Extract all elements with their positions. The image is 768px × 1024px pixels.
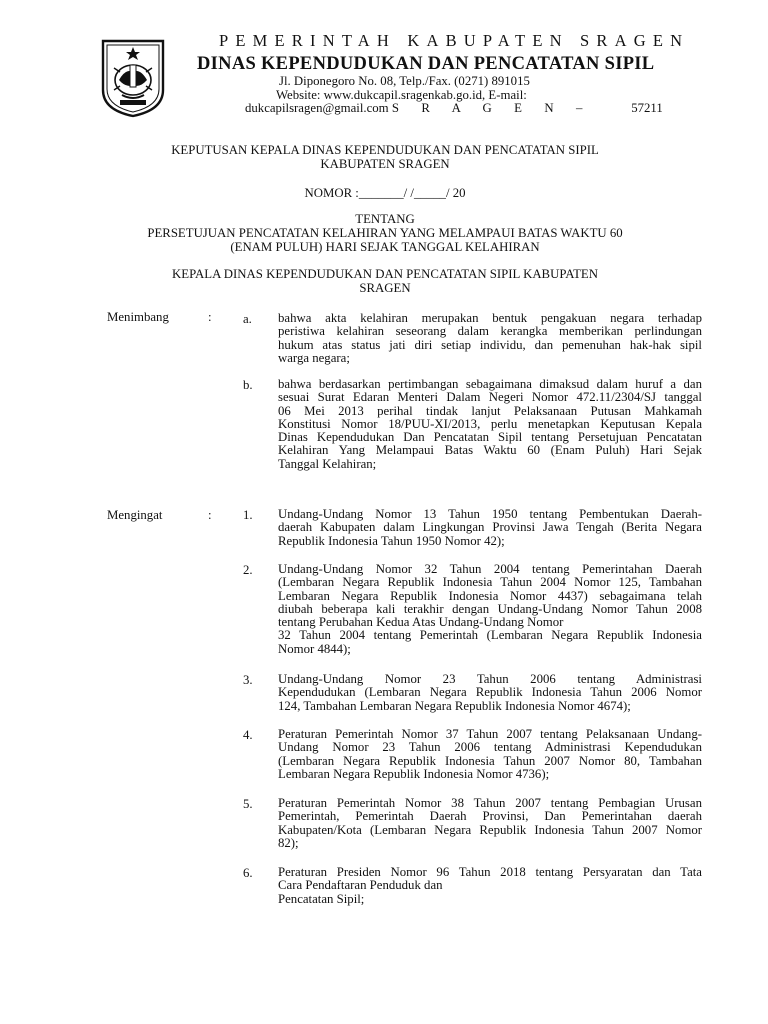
paragraph-line: Dinas Kependudukan Dan Pencatatan Sipil tentang Persetujuan Pencatatan: [278, 430, 702, 445]
agency-email-line: [245, 101, 663, 116]
paragraph-line: sesuai Surat Edaran Menteri Dalam Negeri Nomor 472.11/2304/SJ tanggal: [278, 390, 702, 405]
tentang-label: TENTANG: [355, 212, 415, 226]
legal-basis-paragraph: [278, 673, 702, 713]
consideration-paragraph: [278, 312, 702, 365]
item-number: 4.: [243, 728, 253, 742]
paragraph-line: hukum atas status jati diri setiap individu, dan pemenuhan hak-hak sipil: [278, 337, 702, 352]
legal-basis-paragraph: [278, 866, 702, 906]
decree-subject: [100, 212, 670, 254]
paragraph-line: warga negara;: [278, 350, 350, 365]
paragraph-line: Undang-Undang Nomor 13 Tahun 1950 tentang Pembentukan Daerah-: [278, 507, 702, 521]
postal-code: 57211: [631, 101, 663, 115]
agency-address: Jl. Diponegoro No. 08, Telp./Fax. (0271) 891015: [279, 74, 530, 88]
paragraph-line: tentang Perubahan Kedua Atas Undang-Undang Nomor: [278, 615, 564, 630]
issuer-line: KEPALA DINAS KEPENDUDUKAN DAN PENCATATAN SIPIL KABUPATEN: [172, 267, 598, 281]
legal-basis-paragraph: [278, 563, 702, 656]
paragraph-line: 82);: [278, 835, 299, 850]
item-number: 3.: [243, 673, 253, 687]
legal-basis-paragraph: [278, 728, 702, 781]
paragraph-line: daerah Kabupaten dalam Lingkungan Provinsi Jawa Tengah (Berita Negara: [278, 520, 702, 535]
paragraph-line: Lembaran Negara Republik Indonesia Nomor 4736);: [278, 766, 550, 781]
issuer-title: [100, 267, 670, 295]
city-name: S R A G E N –: [391, 101, 593, 115]
paragraph-line: bahwa berdasarkan pertimbangan sebagaimana dimaksud dalam huruf a dan: [278, 377, 702, 391]
paragraph-line: Pemerintah, Pemerintah Daerah Provinsi, Dan Pemerintahan daerah: [278, 809, 702, 824]
consideration-paragraph: [278, 378, 702, 471]
paragraph-line: Kelahiran Yang Melampaui Batas Waktu 60 (Enam Puluh) Hari Sejak: [278, 443, 702, 458]
item-number: b.: [243, 378, 253, 392]
paragraph-line: Konstitusi Nomor 18/PUU-XI/2013, perlu menetapkan Keputusan Kepala: [278, 416, 702, 431]
paragraph-line: Peraturan Pemerintah Nomor 37 Tahun 2007 tentang Pelaksanaan Undang-: [278, 727, 702, 741]
paragraph-line: Nomor 4844);: [278, 641, 351, 656]
paragraph-line: Kependudukan (Lembaran Negara Republik Indonesia Tahun 2006 Nomor: [278, 685, 702, 700]
paragraph-line: diubah beberapa kali terakhir dengan Undang-Undang Nomor Tahun 2008: [278, 601, 702, 616]
mengingat-label: Mengingat: [107, 508, 163, 522]
item-number: 6.: [243, 866, 253, 880]
paragraph-line: 124, Tambahan Lembaran Negara Republik Indonesia Nomor 4674);: [278, 698, 631, 713]
agency-name: DINAS KEPENDUDUKAN DAN PENCATATAN SIPIL: [197, 54, 655, 74]
paragraph-line: bahwa akta kelahiran merupakan bentuk pengakuan negara terhadap: [278, 311, 702, 325]
decree-title: [100, 143, 670, 171]
agency-email: dukcapilsragen@gmail.com: [245, 101, 389, 115]
legal-basis-paragraph: [278, 508, 702, 548]
item-number: 5.: [243, 797, 253, 811]
paragraph-line: Tanggal Kelahiran;: [278, 456, 377, 471]
paragraph-line: peristiwa kelahiran seseorang dalam kerangka memberikan perlindungan: [278, 324, 702, 339]
paragraph-line: Undang Nomor 23 Tahun 2006 tentang Administrasi Kependudukan: [278, 740, 702, 755]
menimbang-colon: :: [208, 310, 212, 324]
paragraph-line: Republik Indonesia Tahun 1950 Nomor 42);: [278, 533, 505, 548]
item-number: 2.: [243, 563, 253, 577]
paragraph-line: Undang-Undang Nomor 32 Tahun 2004 tentang Pemerintahan Daerah: [278, 562, 702, 576]
government-name: PEMERINTAH KABUPATEN SRAGEN: [219, 31, 690, 50]
decree-number: NOMOR :_______/ /_____/ 20: [304, 186, 466, 200]
menimbang-label: Menimbang: [107, 310, 169, 324]
paragraph-line: Undang-Undang Nomor 23 Tahun 2006 tentang Administrasi: [278, 672, 702, 686]
item-number: 1.: [243, 508, 253, 522]
agency-website: Website: www.dukcapil.sragenkab.go.id, E-mail:: [276, 88, 527, 102]
decree-title-line: KEPUTUSAN KEPALA DINAS KEPENDUDUKAN DAN PENCATATAN SIPIL: [171, 143, 599, 157]
paragraph-line: Peraturan Pemerintah Nomor 38 Tahun 2007 tentang Pembagian Urusan: [278, 796, 702, 810]
regency-emblem-logo: [100, 38, 166, 118]
paragraph-line: Cara Pendaftaran Penduduk dan: [278, 878, 443, 893]
paragraph-line: 06 Mei 2013 perihal tindak lanjut Pelaksanaan Putusan Mahkamah: [278, 403, 702, 418]
paragraph-line: Pencatatan Sipil;: [278, 891, 365, 906]
paragraph-line: Lembaran Negara Republik Indonesia Nomor 4437) sebagaimana telah: [278, 588, 702, 603]
item-number: a.: [243, 312, 252, 326]
paragraph-line: Kabupaten/Kota (Lembaran Negara Republik Indonesia Tahun 2007 Nomor: [278, 822, 702, 837]
issuer-line: SRAGEN: [359, 281, 411, 295]
paragraph-line: (Lembaran Negara Republik Indonesia Tahun 2004 Nomor 125, Tambahan: [278, 575, 702, 590]
mengingat-colon: :: [208, 508, 212, 522]
decree-title-line: KABUPATEN SRAGEN: [320, 157, 450, 171]
legal-basis-paragraph: [278, 797, 702, 850]
paragraph-line: Peraturan Presiden Nomor 96 Tahun 2018 tentang Persyaratan dan Tata: [278, 865, 702, 879]
paragraph-line: 32 Tahun 2004 tentang Pemerintah (Lembaran Negara Republik Indonesia: [278, 628, 702, 643]
paragraph-line: (Lembaran Negara Republik Indonesia Tahun 2007 Nomor 80, Tambahan: [278, 753, 702, 768]
subject-line: PERSETUJUAN PENCATATAN KELAHIRAN YANG MELAMPAUI BATAS WAKTU 60: [147, 226, 623, 240]
subject-line: (ENAM PULUH) HARI SEJAK TANGGAL KELAHIRAN: [230, 240, 540, 254]
